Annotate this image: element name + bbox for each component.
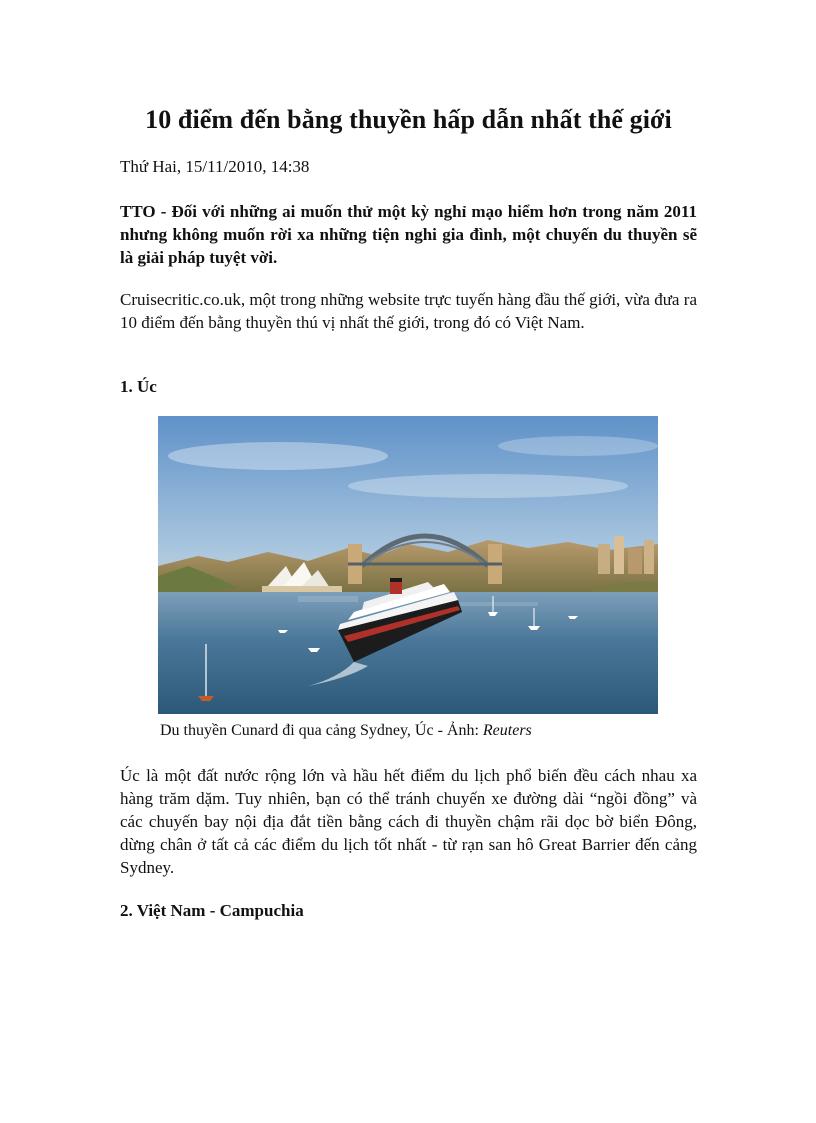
sydney-harbour-photo — [158, 416, 658, 714]
article-dateline: Thứ Hai, 15/11/2010, 14:38 — [120, 157, 310, 176]
article-intro: Cruisecritic.co.uk, một trong những website trực tuyến hàng đầu thế giới, vừa đưa ra 10 điểm đến bằng thuyền thú vị nhất thế giới, trong đó có Việt Nam. — [120, 290, 697, 332]
article — [120, 100, 697, 920]
section-heading-australia: 1. Úc — [120, 377, 157, 396]
article-title: 10 điểm đến bằng thuyền hấp dẫn nhất thế giới — [145, 105, 672, 134]
article-lead: TTO - Đối với những ai muốn thử một kỳ nghỉ mạo hiểm hơn trong năm 2011 nhưng không muốn rời xa những tiện nghi gia đình, một chuyến du thuyền sẽ là giải pháp tuyệt vời. — [120, 202, 697, 267]
section-body-australia: Úc là một đất nước rộng lớn và hầu hết điểm du lịch phổ biến đều cách nhau xa hàng trăm dặm. Tuy nhiên, bạn có thể tránh chuyến xe đường dài “ngồi đồng” và các chuyến bay nội địa đắt tiền bằng cách đi thuyền chậm rãi dọc bờ biển Đông, dừng chân ở tất cả các điểm du lịch tốt nhất - từ rạn san hô Great Barrier đến cảng Sydney. — [120, 766, 697, 877]
caption-text: Du thuyền Cunard đi qua cảng Sydney, Úc - Ảnh: — [160, 722, 483, 739]
caption-credit: Reuters — [482, 722, 532, 739]
section-heading-vietnam-cambodia: 2. Việt Nam - Campuchia — [120, 901, 304, 920]
photo-caption — [160, 720, 532, 742]
